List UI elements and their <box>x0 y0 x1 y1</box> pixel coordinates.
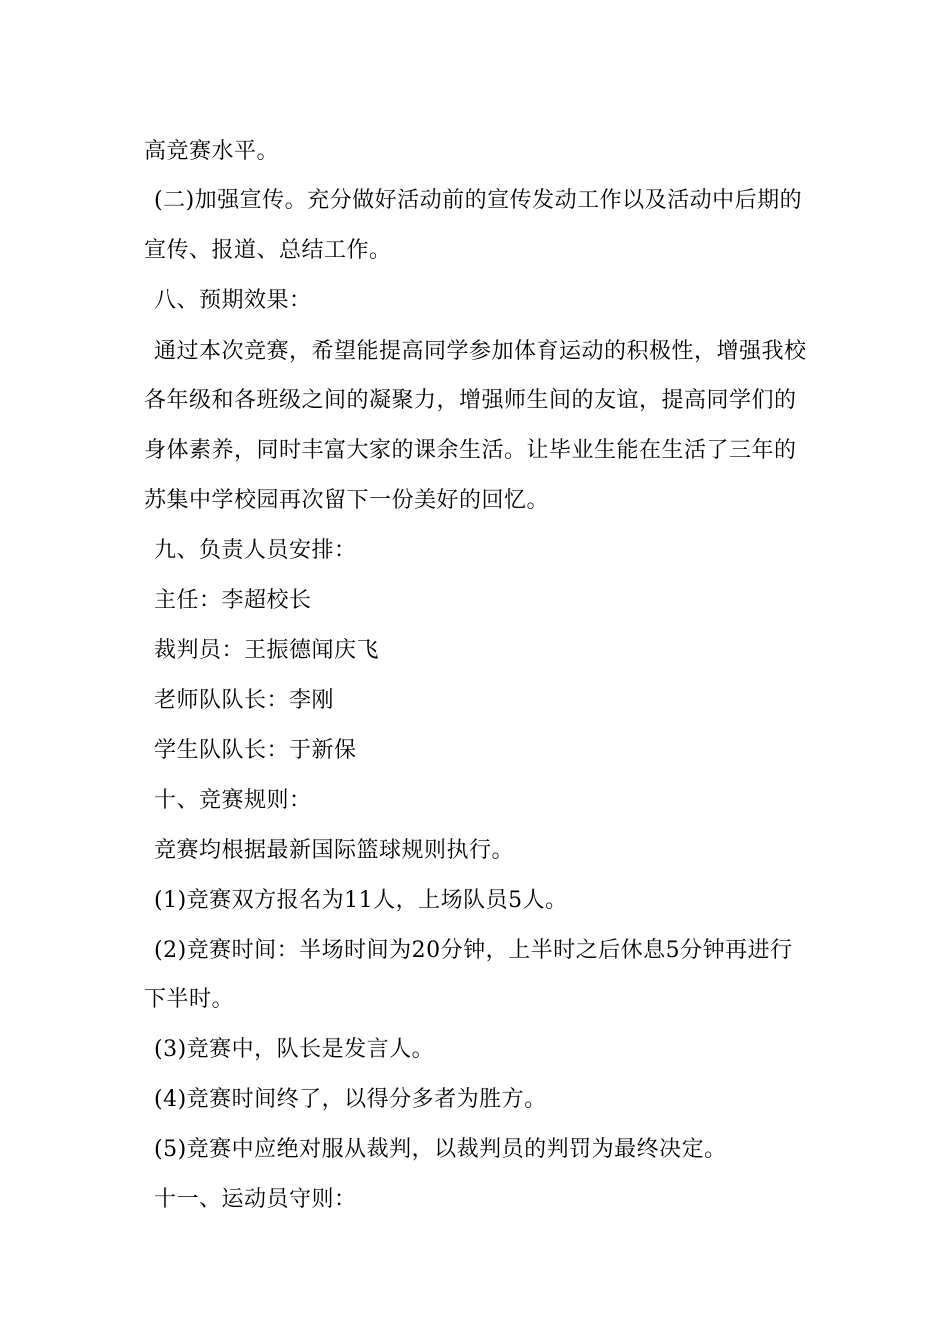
text-line: 苏集中学校园再次留下一份美好的回忆。 <box>144 488 550 513</box>
text-line: (5)竞赛中应绝对服从裁判，以裁判员的判罚为最终决定。 <box>154 1137 727 1162</box>
text-line: 各年级和各班级之间的凝聚力，增强师生间的友谊，提高同学们的 <box>144 388 797 413</box>
text-line: 通过本次竞赛，希望能提高同学参加体育运动的积极性，增强我校 <box>154 339 807 364</box>
text-line: (4)竞赛时间终了，以得分多者为胜方。 <box>154 1087 547 1112</box>
text-line: 裁判员：王振德闻庆飞 <box>154 638 380 663</box>
text-line: 宣传、报道、总结工作。 <box>144 238 392 263</box>
section-heading: 九、负责人员安排： <box>154 538 357 563</box>
text-line: 身体素养，同时丰富大家的课余生活。让毕业生能在生活了三年的 <box>144 438 797 463</box>
section-heading: 八、预期效果： <box>154 288 312 313</box>
text-line: 竞赛均根据最新国际篮球规则执行。 <box>154 838 515 863</box>
text-line: 学生队队长：于新保 <box>154 738 357 763</box>
text-line: (3)竞赛中，队长是发言人。 <box>154 1037 435 1062</box>
text-line: 主任：李超校长 <box>154 588 312 613</box>
section-heading: 十一、运动员守则： <box>154 1187 357 1212</box>
section-heading: 十、竞赛规则： <box>154 788 312 813</box>
text-line: 高竞赛水平。 <box>144 139 280 164</box>
text-line: 老师队队长：李刚 <box>154 688 335 713</box>
text-line: (二)加强宣传。充分做好活动前的宣传发动工作以及活动中后期的 <box>154 188 803 213</box>
text-line: (2)竞赛时间：半场时间为20分钟，上半时之后休息5分钟再进行 <box>154 938 793 963</box>
text-line: (1)竞赛双方报名为11人，上场队员5人。 <box>154 888 568 913</box>
text-line: 下半时。 <box>144 987 235 1012</box>
